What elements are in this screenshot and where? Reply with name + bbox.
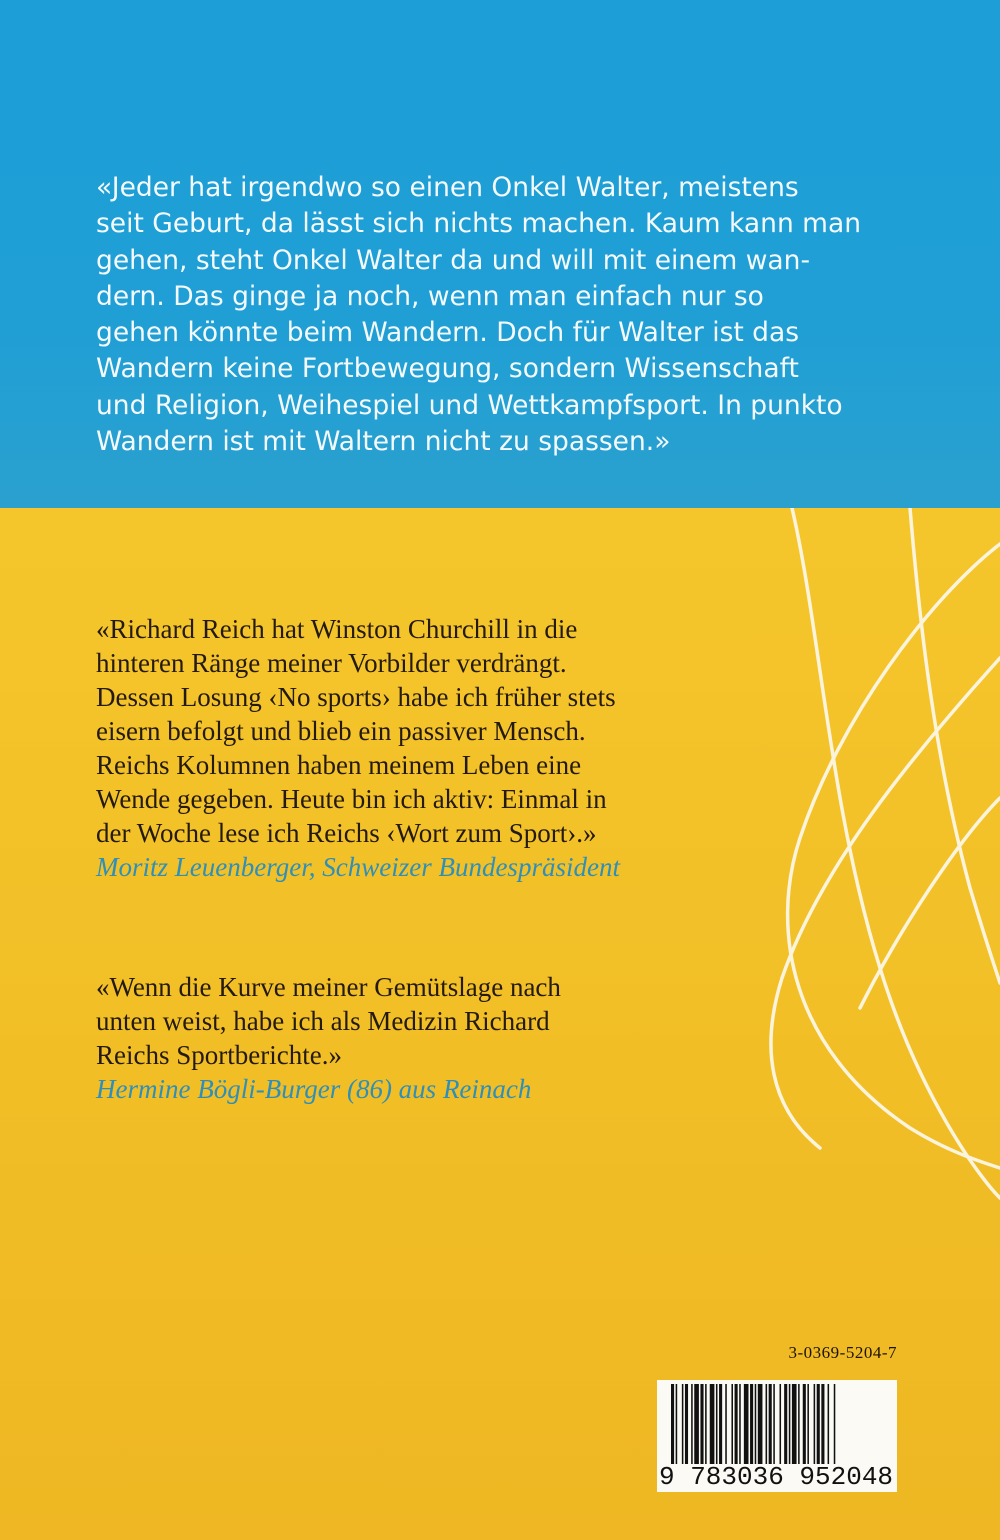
barcode-bars <box>657 1380 897 1466</box>
barcode-bar <box>725 1384 727 1464</box>
main-quote-line: dern. Das ginge ja noch, wenn man einfach nur so <box>96 280 764 312</box>
testimonial-1 <box>96 612 716 884</box>
barcode-bar <box>773 1384 775 1464</box>
barcode-bar <box>731 1384 733 1464</box>
testimonial-line: Reichs Kolumnen haben meinem Leben eine <box>96 750 582 780</box>
barcode-bar <box>766 1384 768 1464</box>
testimonial-line: eisern befolgt und blieb ein passiver Mensch. <box>96 716 586 746</box>
testimonial-attribution: Moritz Leuenberger, Schweizer Bundespräsident <box>96 852 620 882</box>
testimonial-line: Dessen Losung ‹No sports› habe ich früher stets <box>96 682 616 712</box>
isbn-number: 3-0369-5204-7 <box>788 1343 897 1362</box>
main-quote-line: gehen, steht Onkel Walter da und will mit einem wan- <box>96 244 811 276</box>
testimonial-attribution: Hermine Bögli-Burger (86) aus Reinach <box>96 1074 532 1104</box>
barcode-bar <box>710 1384 715 1464</box>
main-quote-line: Wandern ist mit Waltern nicht zu spassen.» <box>96 426 671 458</box>
testimonial-2 <box>96 970 716 1106</box>
barcode-bar <box>817 1384 820 1464</box>
main-quote-line: und Religion, Weihespiel und Wettkampfsport. In punkto <box>96 389 843 421</box>
testimonial-line: Reichs Sportberichte.» <box>96 1040 342 1070</box>
testimonial-line: hinteren Ränge meiner Vorbilder verdrängt. <box>96 648 567 678</box>
main-quote <box>96 170 966 460</box>
barcode-bar <box>719 1384 722 1464</box>
barcode-bar <box>739 1384 741 1464</box>
barcode-bar <box>705 1384 707 1464</box>
main-quote-line: seit Geburt, da lässt sich nichts machen. Kaum kann man <box>96 208 862 240</box>
barcode-bar <box>769 1384 772 1464</box>
main-quote-line: Wandern keine Fortbewegung, sondern Wissenschaft <box>96 353 799 385</box>
barcode-digits: 9 783036 952048 <box>659 1462 894 1492</box>
barcode-bar <box>685 1384 688 1464</box>
barcode-bar <box>803 1384 806 1464</box>
barcode-bar <box>744 1384 749 1464</box>
testimonial-line: unten weist, habe ich als Medizin Richard <box>96 1006 550 1036</box>
barcode-bar <box>828 1384 830 1464</box>
testimonial-line: Wende gegeben. Heute bin ich aktiv: Einmal in <box>96 784 607 814</box>
testimonial-line: «Wenn die Kurve meiner Gemütslage nach <box>96 972 561 1002</box>
barcode-bar <box>676 1384 678 1464</box>
barcode-bar <box>821 1384 824 1464</box>
barcode-bar <box>789 1384 791 1464</box>
main-quote-line: «Jeder hat irgendwo so einen Onkel Walter, meistens <box>96 172 799 203</box>
barcode-bar <box>716 1384 718 1464</box>
testimonial-line: der Woche lese ich Reichs ‹Wort zum Sport›.» <box>96 818 597 848</box>
barcode-bar <box>694 1384 699 1464</box>
decorative-swirl <box>760 508 1000 1228</box>
barcode-bar <box>758 1384 763 1464</box>
testimonial-line: «Richard Reich hat Winston Churchill in die <box>96 614 578 644</box>
barcode-bar <box>682 1384 684 1464</box>
barcode-bar <box>735 1384 738 1464</box>
barcode-bar <box>691 1384 693 1464</box>
main-quote-line: gehen könnte beim Wandern. Doch für Walter ist das <box>96 317 800 349</box>
barcode-bar <box>814 1384 816 1464</box>
barcode-bar <box>671 1384 674 1464</box>
barcode-bar <box>792 1384 797 1464</box>
barcode-bar <box>834 1384 836 1464</box>
barcode-bar <box>798 1384 800 1464</box>
barcode-bar <box>807 1384 809 1464</box>
barcode-bar <box>780 1384 782 1464</box>
barcode-bar <box>784 1384 787 1464</box>
barcode-bar <box>750 1384 753 1464</box>
barcode-bar <box>755 1384 757 1464</box>
barcode-bar <box>700 1384 703 1464</box>
